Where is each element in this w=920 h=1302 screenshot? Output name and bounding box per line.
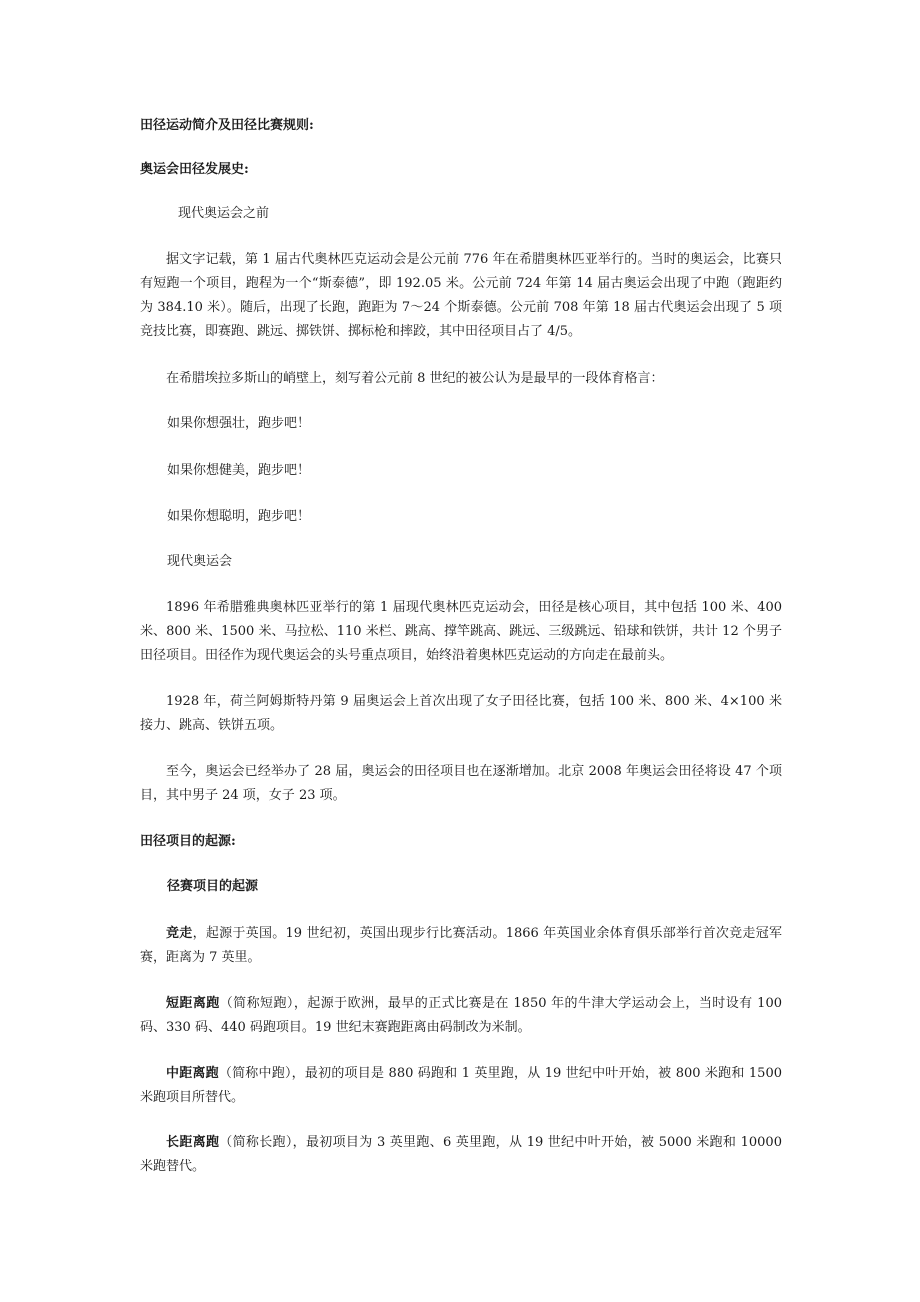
section-heading-olympic-history: 奥运会田径发展史: (140, 162, 249, 177)
subheading-track-origins: 径赛项目的起源 (167, 879, 259, 894)
paragraph-sprint (140, 992, 782, 1040)
motto-line-smart: 如果你想聪明，跑步吧！ (167, 509, 311, 524)
term-race-walk: 竞走 (166, 926, 193, 941)
paragraph-current-events: 至今，奥运会已经举办了 28 届，奥运会的田径项目也在逐渐增加。北京 2008 年奥运会田径将设 47 个项目，其中男子 24 项，女子 23 项。 (140, 764, 782, 803)
paragraph-middle-distance (140, 1062, 782, 1110)
paragraph-long-distance (140, 1131, 782, 1179)
paragraph-1896-games: 1896 年希腊雅典奥林匹亚举行的第 1 届现代奥林匹克运动会，田径是核心项目，其中包括 100 米、400 米、800 米、1500 米、马拉松、110 米栏、跳高、撑竿跳高、跳远、三级跳远、铅球和铁饼，共计 12 个男子田径项目。田径作为现代奥运会的头号重点项目，始终沿着奥林匹克运动的方向走在最前头。 (140, 600, 782, 663)
text-long-distance: （简称长跑），最初项目为 3 英里跑、6 英里跑，从 19 世纪中叶开始，被 5000 米跑和 10000 米跑替代。 (140, 1135, 782, 1174)
subheading-before-modern-olympics: 现代奥运会之前 (178, 206, 270, 221)
term-middle-distance: 中距离跑 (166, 1066, 219, 1081)
paragraph-1928-games: 1928 年，荷兰阿姆斯特丹第 9 届奥运会上首次出现了女子田径比赛，包括 100 米、800 米、4×100 米接力、跳高、铁饼五项。 (140, 694, 782, 733)
paragraph-race-walk (140, 922, 782, 970)
paragraph-sports-motto-intro: 在希腊埃拉多斯山的峭壁上，刻写着公元前 8 世纪的被公认为是最早的一段体育格言： (166, 371, 664, 386)
text-sprint: （简称短跑），起源于欧洲，最早的正式比赛是在 1850 年的牛津大学运动会上，当时设有 100 码、330 码、440 码跑项目。19 世纪末赛跑距离由码制改为米制。 (140, 996, 782, 1035)
term-sprint: 短距离跑 (166, 996, 220, 1011)
paragraph-ancient-olympics: 据文字记载，第 1 届古代奥林匹克运动会是公元前 776 年在希腊奥林匹亚举行的。当时的奥运会，比赛只有短跑一个项目，跑程为一个“斯泰德”，即 192.05 米。公元前 724 年第 14 届古奥运会出现了中跑（跑距约为 384.10 米）。随后，出现了长跑，跑距为 7～24 个斯泰德。公元前 708 年第 18 届古代奥运会出现了 5 项竞技比赛，即赛跑、跳远、掷铁饼、掷标枪和摔跤，其中田径项目占了 4/5。 (140, 252, 782, 339)
motto-line-fit: 如果你想健美，跑步吧！ (167, 463, 311, 478)
term-long-distance: 长距离跑 (166, 1135, 220, 1150)
section-heading-event-origins: 田径项目的起源: (140, 834, 236, 849)
motto-line-strong: 如果你想强壮，跑步吧！ (167, 416, 311, 431)
text-race-walk: ，起源于英国。19 世纪初，英国出现步行比赛活动。1866 年英国业余体育俱乐部举行首次竞走冠军赛，距离为 7 英里。 (140, 926, 782, 965)
document-title: 田径运动简介及田径比赛规则: (140, 118, 314, 133)
text-middle-distance: （简称中跑），最初的项目是 880 码跑和 1 英里跑，从 19 世纪中叶开始，被 800 米跑和 1500 米跑项目所替代。 (140, 1066, 782, 1105)
subheading-modern-olympics: 现代奥运会 (167, 554, 233, 569)
